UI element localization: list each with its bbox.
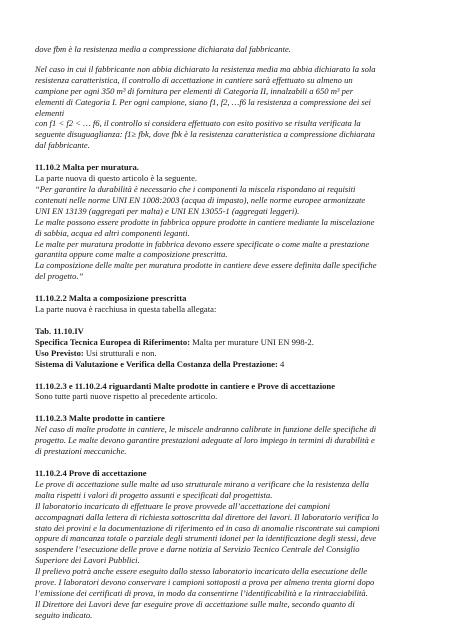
table-value: Usi strutturali e non. (83, 347, 157, 358)
table-value: 4 (277, 358, 285, 369)
heading-11-10-2: 11.10.2 Malta per muratura. (35, 162, 139, 173)
text-line: seguito indicato. (35, 609, 93, 620)
heading-11-10-2-2: 11.10.2.2 Malta a composizione prescritta (35, 293, 187, 304)
text-line: Le malte per muratura prodotte in fabbrica devono essere specificate o come malte a prestazione (35, 238, 370, 249)
text-line: con f1 < f2 < … f6, il controllo si considera effettuato con esito positivo se risulta verificata la (35, 118, 361, 129)
text-line: Nel caso in cui il fabbricante non abbia dichiarato la resistenza media ma abbia dichiarato la sola (35, 63, 376, 74)
text-line: elementi (35, 107, 65, 118)
text-line: sospendere l’esecuzione delle prove e darne notizia al Servizio Tecnico Centrale del Consiglio (35, 544, 360, 555)
table-label: Sistema di Valutazione e Verifica della Costanza della Prestazione: (35, 358, 278, 369)
text-line: Il laboratorio incaricato di effettuare le prove provvede all’accettazione dei campioni (35, 500, 330, 511)
text-line: prove. I laboratori devono conservare i campioni sottoposti a prova per almeno trenta giorni dopo (35, 577, 375, 588)
text-line: contenuti nelle norme UNI EN 1008:2003 (acqua di impasto), nelle norme europee armonizzate (35, 194, 366, 205)
quote-block (35, 184, 420, 282)
table-value: Malta per murature UNI EN 998-2. (190, 336, 314, 347)
text-line: campione per ogni 350 m³ di fornitura per elementi di Categoria II, innalzabili a 650 m³ per (35, 85, 354, 96)
heading-11-10-2-3-and-4: 11.10.2.3 e 11.10.2.4 riguardanti Malte prodotte in cantiere e Prove di accettazione (35, 380, 336, 391)
section-intro: La parte nuova di questo articolo è la seguente. (35, 173, 198, 184)
text-line: del progetto.” (35, 271, 84, 282)
section-intro: Sono tutte parti nuove rispetto al precedente articolo. (35, 391, 218, 402)
paragraph-11-10-2-4 (35, 479, 420, 621)
table-row (35, 359, 420, 370)
text-line: seguente disuguaglianza: f1≥ fbk, dove fbk è la resistenza caratteristica a compressione dichiarata (35, 129, 375, 140)
document-body (35, 44, 420, 621)
heading-11-10-2-3: 11.10.2.3 Malte prodotte in cantiere (35, 413, 165, 424)
table-title: Tab. 11.10.IV (35, 325, 84, 336)
text-line: di prestazioni meccaniche. (35, 446, 127, 457)
text-line: Il prelievo potrà anche essere eseguito dallo stesso laboratorio incaricato della esecuzione delle (35, 566, 368, 577)
text-line: di sabbia, acqua ed altri componenti leganti. (35, 227, 190, 238)
text-line: progetto. Le malte devono garantire prestazioni adeguate al loro impiego in termini di durabilità e (35, 435, 375, 446)
text-line: accompagnati dalla lettera di richiesta sottoscritta dal direttore dei lavori. Il laboratorio verifica lo (35, 511, 379, 522)
text-line: La composizione delle malte per muratura prodotte in cantiere deve essere definita dalle specifiche (35, 260, 377, 271)
table-label: Uso Previsto: (35, 347, 84, 358)
case-paragraph (35, 64, 420, 151)
text-line: UNI EN 13139 (aggregati per malta) e UNI EN 13055-1 (aggregati leggeri). (35, 205, 300, 216)
text-line: oppure di mancanza totale o parziale degli strumenti idonei per la identificazione degli stessi, deve (35, 533, 377, 544)
heading-11-10-2-4: 11.10.2.4 Prove di accettazione (35, 468, 147, 478)
text-line: resistenza caratteristica, il controllo di accettazione in cantiere sarà effettuato su almeno un (35, 74, 353, 85)
intro-paragraph: dove fbm è la resistenza media a compressione dichiarata dal fabbricante. (35, 44, 291, 54)
text-line: Il Direttore dei Lavori deve far eseguire prove di accettazione sulle malte, secondo quanto di (35, 598, 355, 609)
text-line: “Per garantire la durabilità è necessario che i componenti la miscela rispondano ai requisiti (35, 183, 356, 194)
table-block (35, 326, 420, 370)
paragraph-11-10-2-3 (35, 424, 420, 457)
text-line: Le prove di accettazione sulle malte ad uso strutturale mirano a verificare che la resistenza della (35, 478, 369, 489)
text-line: dal fabbricante. (35, 140, 90, 151)
text-line: l’emissione dei certificati di prova, in modo da consentirne l’identificabilità e la rintracciabilità. (35, 587, 368, 598)
text-line: stato dei provini e la documentazione di riferimento ed in caso di anomalie riscontrate sui campioni (35, 522, 380, 533)
table-row (35, 348, 420, 359)
table-row (35, 337, 420, 348)
text-line: Nel caso di malte prodotte in cantiere, le miscele andranno calibrate in funzione delle specifiche di (35, 424, 377, 435)
text-line: Le malte possono essere prodotte in fabbrica oppure prodotte in cantiere mediante la miscelazione (35, 216, 375, 227)
text-line: malta rispetti i valori di progetto assunti e specificati dal progettista. (35, 489, 273, 500)
text-line: garantita oppure come malte a composizione prescritta. (35, 249, 228, 260)
table-label: Specifica Tecnica Europea di Riferimento: (35, 336, 190, 347)
text-line: Superiore dei Lavori Pubblici. (35, 555, 140, 566)
text-line: elementi di Categoria I. Per ogni campione, siano f1, f2, …f6 la resistenza a compressione dei sei (35, 96, 371, 107)
section-intro: La parte nuova è racchiusa in questa tabella allegata: (35, 304, 217, 315)
